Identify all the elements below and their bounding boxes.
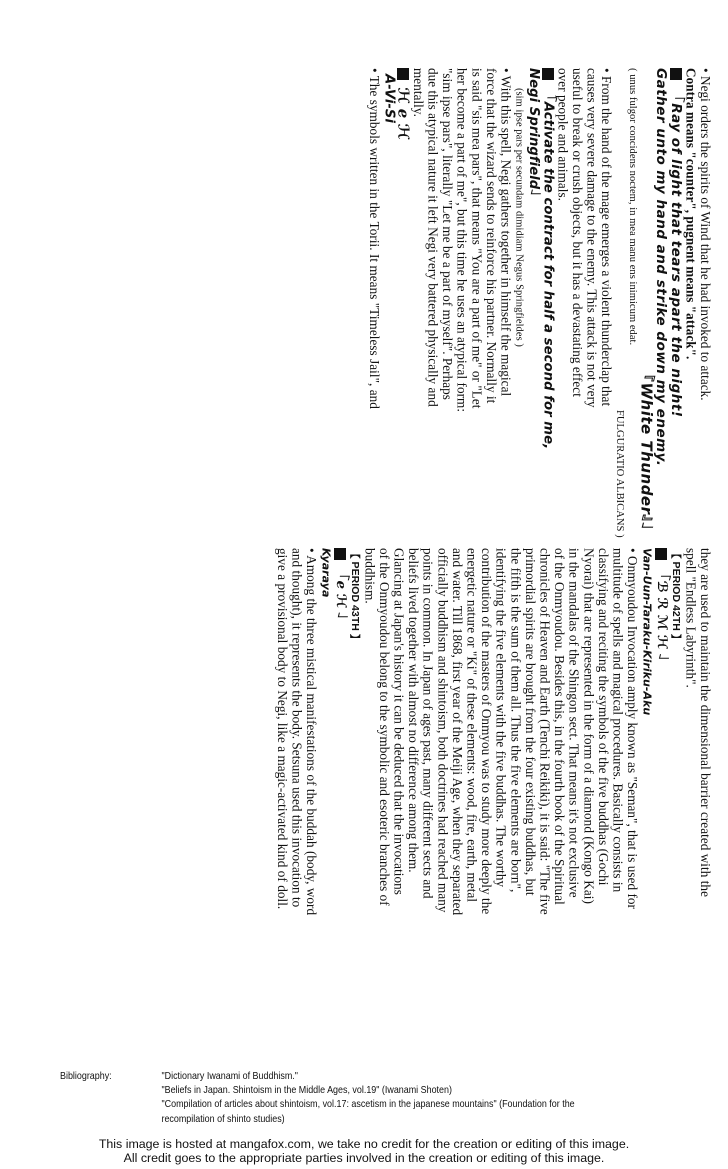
desc-3-line: • The symbols written in the Torii. It means "Timeless Jail", and: [367, 68, 383, 409]
square-bullet-icon: [334, 548, 346, 560]
desc-4-line-3: classifying and reciting the symbols of the five buddhas (Gochi: [595, 548, 611, 886]
period-43-label: 【 PERIOD 43TH 】: [348, 548, 361, 645]
spell-4-line: 「ℬ ℛ ℳ ℋ 」: [654, 548, 669, 1050]
desc-4-line-8: primordial spirits are brought from the four existing buddhas, but: [522, 548, 538, 896]
desc-1-line-4: over people and animals.: [555, 68, 571, 202]
desc-4-line-17: Glancing at Japan's history it can be deduced that the invocations: [391, 548, 407, 895]
bibliography-entry-2: "Beliefs in Japan. Shintoism in the Middle Ages, vol.19" (Iwanami Shoten): [161, 1085, 452, 1097]
bibliography-entry-3: "Compilation of articles about shintoism, vol.17: ascetism in the japanese mountains" (Foundation for the recompilation of shinto studies): [161, 1099, 575, 1125]
desc-4-line-15: points in common. In Japan of ages past, many different sects and: [420, 548, 436, 899]
spell-5-line: 「ℯ ℋ 」: [333, 548, 348, 1050]
latin-1b: FULGURATIO ALBICANS ): [614, 410, 626, 538]
desc-4-line-16: beliefs lived together with almost no difference among them.: [406, 548, 422, 873]
hosting-notice-line-2: All credit goes to the appropriate parties involved in the creation or editing of this image.: [123, 1151, 605, 1165]
spell-1-name: 『White Thunder』」: [637, 366, 656, 538]
desc-5-line-1: • Among the three mistical manifestations of the buddah (body, word: [303, 548, 319, 916]
spell-3-line: ℋ ℯ ℋ: [396, 68, 411, 538]
bottom-block: [274, 548, 712, 1050]
latin-2: (sim ipse pars per secundam dimidiam Negus Springfieldes ): [513, 88, 525, 347]
spell-3-roman: A-Vi-Si: [381, 74, 397, 124]
desc-4-line-11: contribution of the masters of Onmyou was to study more deeply the: [479, 548, 495, 915]
square-bullet-icon: [670, 68, 682, 80]
spell-4-roman: Van-Uun-Taraku-Kiriku-Aku: [640, 548, 654, 716]
desc-4-line-10: identifying the five elements with the five buddhas. The worthy: [493, 548, 509, 888]
square-bullet-icon: [655, 548, 667, 560]
desc-1-line-3: useful to break or crush objects, but it has a devastating effect: [569, 68, 585, 397]
bibliography-label: Bibliography:: [60, 1071, 112, 1082]
period-42-label: 【 PERIOD 42TH 】: [669, 548, 682, 645]
desc-1-line-2: causes very severe damage to the enemy. This attack is not very: [584, 68, 600, 408]
desc-5-line-3: give a provisional body to Negi, like a magic-activated kind of doll.: [274, 548, 290, 910]
bibliography-entry-1: "Dictionary Iwanami of Buddhism.": [161, 1071, 298, 1082]
desc-2-line-7: mentally.: [410, 68, 426, 118]
square-bullet-icon: [542, 68, 554, 80]
spell-5-roman: Kyaraya: [319, 548, 333, 598]
desc-4-line-6: of the Onmyoudou. Besides this, in the fourth book of the Spiritual: [552, 548, 568, 905]
desc-2-line-3: is said "sis mea pars", that means "You are a part of me" or "Let: [469, 68, 485, 409]
spell-1-line-2: Gather unto my hand and strike down my enemy.: [653, 68, 670, 467]
spell-2-line-2: Negi Springfield」: [526, 68, 542, 203]
desc-2-line-6: due this atypical nature it left Negi very battered physically and: [425, 68, 441, 407]
latin-1: ( unus fulgor concidens noctem, in mea manu ens inimicum edat.: [627, 68, 639, 346]
desc-4-line-4: Nyorai) that are represented in the form of a diamond (Kongo Kai): [581, 548, 597, 904]
desc-2-line-1: • With this spell, Negi gathers together in himself the magical: [498, 68, 514, 397]
bibliography-row-1: [60, 1070, 628, 1084]
desc-4-line-19: buddhism.: [362, 548, 378, 604]
intro-line-1: • Negi orders the spirits of Wind that he had invoked to attack.: [698, 68, 713, 401]
cont-line-2: spell "Endless Labyrinth".: [683, 548, 699, 688]
cont-line-1: they are used to maintain the dimensional barrier created with the: [698, 548, 713, 897]
hosting-notice-line-1: This image is hosted at mangafox.com, we take no credit for the creation or editing of this image.: [98, 1137, 630, 1151]
desc-4-line-12: energetic nature or "Ki" of these elements: wood, fire, earth, metal: [464, 548, 480, 903]
top-block: [367, 68, 712, 538]
desc-4-line-1: • Onmyoudou Invocation amply known as "Seman", that is used for: [625, 548, 641, 909]
desc-2-line-5: "sim ipse pars", literally "Let me be a part of myself". Perhaps: [440, 68, 456, 400]
desc-2-line-2: force that the wizard sends to reinforce his partner. Normally it: [483, 68, 499, 404]
desc-2-line-4: her become a part of me", but this time he uses an atypical form:: [454, 68, 470, 413]
desc-4-line-2: multitude of spells and magical procedures. Basically consists in: [610, 548, 626, 893]
spell-2-line-1: 「Activate the contract for half a second for me,: [540, 68, 555, 538]
bibliography: [60, 1070, 628, 1127]
desc-4-line-9: the fifth is the sum of them all. Thus the five elements are born",: [508, 548, 524, 893]
desc-4-line-14: officially buddhism and shintoism, both doctrines had reached many: [435, 548, 451, 913]
intro-line-2: Contra means "counter", pugnent means "attack".: [683, 68, 699, 360]
desc-4-line-13: and water. Till 1868, first year of the Meiji Age, when they separated: [449, 548, 465, 916]
desc-4-line-18: of the Onmyoudou belong to the symbolic and esoteric branches of: [376, 548, 392, 906]
square-bullet-icon: [397, 68, 409, 80]
spell-1-line-1: 「Ray of light that tears apart the night!: [668, 68, 683, 538]
desc-1-line-1: • From the hand of the mage emerges a violent thunderclap that: [599, 68, 615, 407]
desc-5-line-2: and thought), it represents the body. Setsuna used this invocation to: [289, 548, 305, 908]
desc-4-line-5: in the mandalas of the Shingon sect. That means it's not exclusive: [566, 548, 582, 898]
desc-4-line-7: chronicles of Heaven and Earth (Tenchi Reikiki), it is said: "The five: [537, 548, 553, 915]
